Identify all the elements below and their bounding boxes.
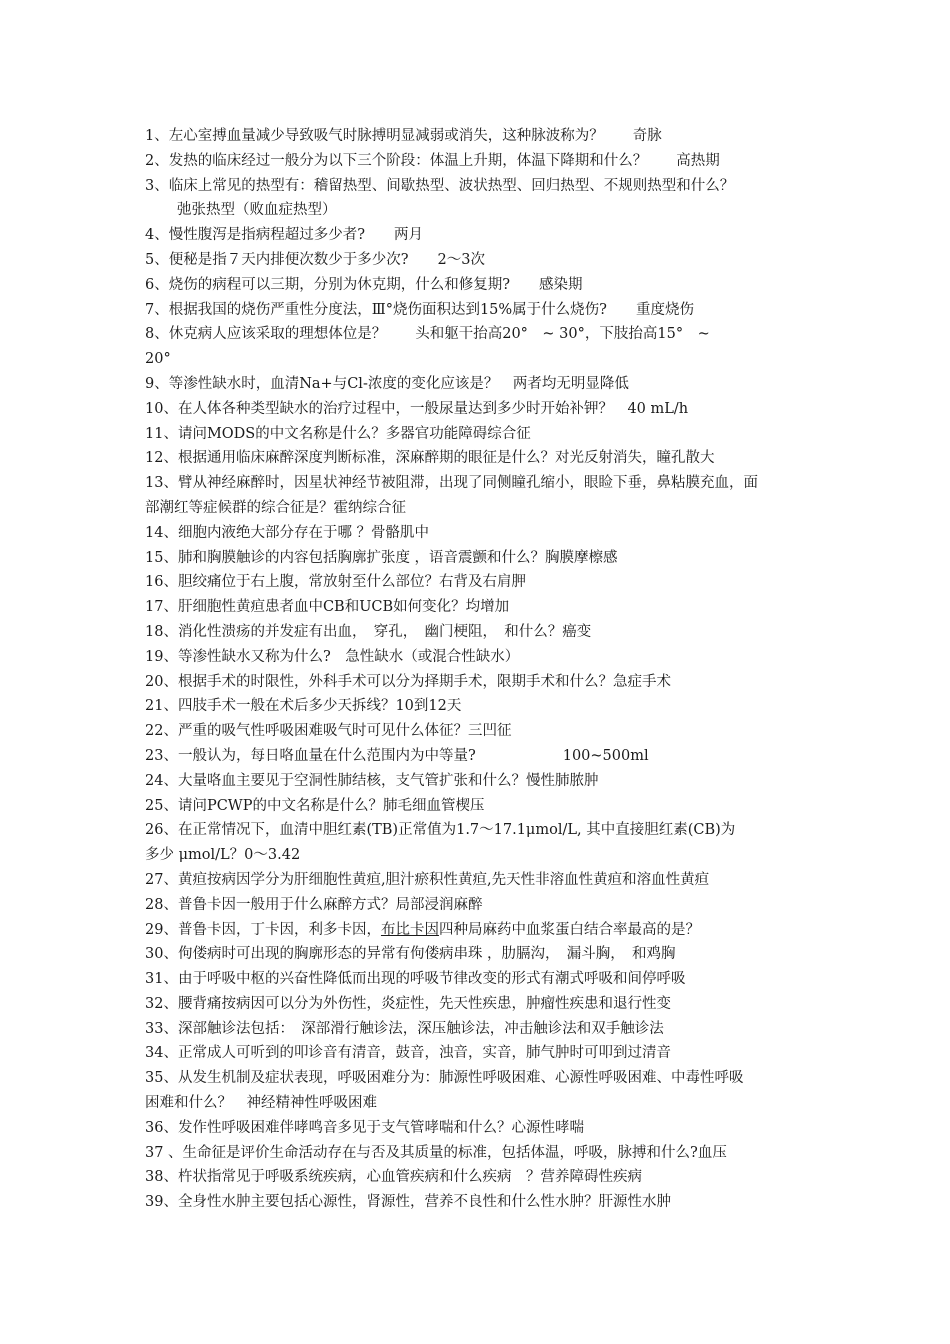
qa-line: 37 、生命征是评价生命活动存在与否及其质量的标准，包括体温，呼吸，脉搏和什么?血压 bbox=[145, 1144, 727, 1161]
qa-line: 25、请问PCWP的中文名称是什么？肺毛细血管楔压 bbox=[145, 797, 485, 814]
qa-line: 13、臂从神经麻醉时，因星状神经节被阻滞，出现了同侧瞳孔缩小，眼睑下垂，鼻粘膜充血，面 bbox=[145, 475, 758, 492]
underlined-answer: 布比卡因 bbox=[380, 921, 439, 938]
qa-line: 38、杵状指常见于呼吸系统疾病，心血管疾病和什么疾病 ？营养障碍性疾病 bbox=[145, 1169, 642, 1186]
qa-line-continuation: 困难和什么？ 神经精神性呼吸困难 bbox=[145, 1095, 377, 1112]
qa-line-continuation: 弛张热型（败血症热型） bbox=[177, 202, 337, 219]
qa-line-continuation: 20° bbox=[145, 351, 171, 368]
qa-list bbox=[145, 124, 815, 1215]
qa-line: 21、四肢手术一般在术后多少天拆线？10到12天 bbox=[145, 698, 462, 715]
qa-line: 8、休克病人应该采取的理想体位是？ 头和躯干抬高20° ~ 30°，下肢抬高15° ~ bbox=[145, 326, 710, 343]
qa-line: 2、发热的临床经过一般分为以下三个阶段：体温上升期，体温下降期和什么？ 高热期 bbox=[145, 152, 720, 169]
qa-line-continuation: 部潮红等症候群的综合征是？霍纳综合征 bbox=[145, 499, 406, 516]
qa-line: 35、从发生机制及症状表现，呼吸困难分为：肺源性呼吸困难、心源性呼吸困难、中毒性呼吸 bbox=[145, 1070, 744, 1087]
qa-line: 12、根据通用临床麻醉深度判断标准，深麻醉期的眼征是什么？对光反射消失，瞳孔散大 bbox=[145, 450, 715, 467]
qa-line: 6、烧伤的病程可以三期，分别为休克期，什么和修复期? 感染期 bbox=[145, 276, 583, 293]
qa-line: 16、胆绞痛位于右上腹，常放射至什么部位？右背及右肩胛 bbox=[145, 574, 526, 591]
qa-line bbox=[145, 918, 815, 943]
qa-line: 33、深部触诊法包括： 深部滑行触诊法，深压触诊法，冲击触诊法和双手触诊法 bbox=[145, 1020, 664, 1037]
qa-line: 28、普鲁卡因一般用于什么麻醉方式？局部浸润麻醉 bbox=[145, 896, 483, 913]
qa-line-continuation: 多少 μmol/L？0～3.42 bbox=[145, 847, 301, 864]
qa-text: 四种局麻药中血浆蛋白结合率最高的是？ bbox=[438, 921, 700, 938]
qa-line: 11、请问MODS的中文名称是什么？多器官功能障碍综合征 bbox=[145, 425, 531, 442]
qa-line: 18、消化性溃疡的并发症有出血， 穿孔， 幽门梗阻， 和什么？癌变 bbox=[145, 623, 592, 640]
qa-line: 9、等渗性缺水时，血清Na+与Cl-浓度的变化应该是？ 两者均无明显降低 bbox=[145, 375, 629, 392]
qa-line: 32、腰背痛按病因可以分为外伤性，炎症性，先天性疾患，肿瘤性疾患和退行性变 bbox=[145, 995, 671, 1012]
qa-line: 31、由于呼吸中枢的兴奋性降低而出现的呼吸节律改变的形式有潮式呼吸和间停呼吸 bbox=[145, 971, 686, 988]
qa-line: 22、严重的吸气性呼吸困难吸气时可见什么体征？三凹征 bbox=[145, 723, 512, 740]
qa-line: 14、细胞内液绝大部分存在于哪 ？骨骼肌中 bbox=[145, 524, 430, 541]
qa-line: 24、大量咯血主要见于空洞性肺结核，支气管扩张和什么？慢性肺脓肿 bbox=[145, 772, 599, 789]
qa-line: 27、黄疸按病因学分为肝细胞性黄疸,胆汁瘀积性黄疸,先天性非溶血性黄疸和溶血性黄疸 bbox=[145, 871, 710, 888]
qa-line: 39、全身性水肿主要包括心源性，肾源性，营养不良性和什么性水肿？肝源性水肿 bbox=[145, 1194, 671, 1211]
qa-line: 1、左心室搏血量减少导致吸气时脉搏明显减弱或消失，这种脉波称为？ 奇脉 bbox=[145, 128, 662, 144]
qa-line: 19、等渗性缺水又称为什么? 急性缺水（或混合性缺水） bbox=[145, 648, 520, 665]
qa-text: 29、普鲁卡因，丁卡因，利多卡因， bbox=[145, 921, 381, 938]
qa-line: 20、根据手术的时限性，外科手术可以分为择期手术，限期手术和什么？急症手术 bbox=[145, 673, 671, 690]
qa-line: 7、根据我国的烧伤严重性分度法，Ⅲ°烧伤面积达到15%属于什么烧伤? 重度烧伤 bbox=[145, 301, 694, 318]
qa-line: 34、正常成人可听到的叩诊音有清音，鼓音，浊音，实音，肺气肿时可叩到过清音 bbox=[145, 1045, 671, 1062]
qa-line: 17、肝细胞性黄疸患者血中CB和UCB如何变化？均增加 bbox=[145, 599, 510, 616]
qa-line: 36、发作性呼吸困难伴哮鸣音多见于支气管哮喘和什么？心源性哮喘 bbox=[145, 1119, 584, 1136]
qa-line: 15、肺和胸膜触诊的内容包括胸廓扩张度 ，语音震颤和什么？胸膜摩檫感 bbox=[145, 549, 618, 566]
qa-line: 30、佝偻病时可出现的胸廓形态的异常有佝偻病串珠 ，肋膈沟， 漏斗胸， 和鸡胸 bbox=[145, 946, 676, 963]
qa-line: 10、在人体各种类型缺水的治疗过程中，一般尿量达到多少时开始补钾？ 40 mL/h bbox=[145, 400, 689, 417]
qa-line: 23、一般认为，每日咯血量在什么范围内为中等量? 100~500ml bbox=[145, 747, 649, 764]
qa-line: 26、在正常情况下，血清中胆红素(TB)正常值为1.7～17.1μmol/L, 其中直接胆红素(CB)为 bbox=[145, 822, 736, 839]
qa-line: 5、便秘是指７天内排便次数少于多少次? 2～3次 bbox=[145, 251, 485, 268]
qa-line: 3、临床上常见的热型有：稽留热型、间歇热型、波状热型、回归热型、不规则热型和什么？ bbox=[145, 177, 735, 194]
qa-line: 4、慢性腹泻是指病程超过多少者? 两月 bbox=[145, 227, 423, 244]
